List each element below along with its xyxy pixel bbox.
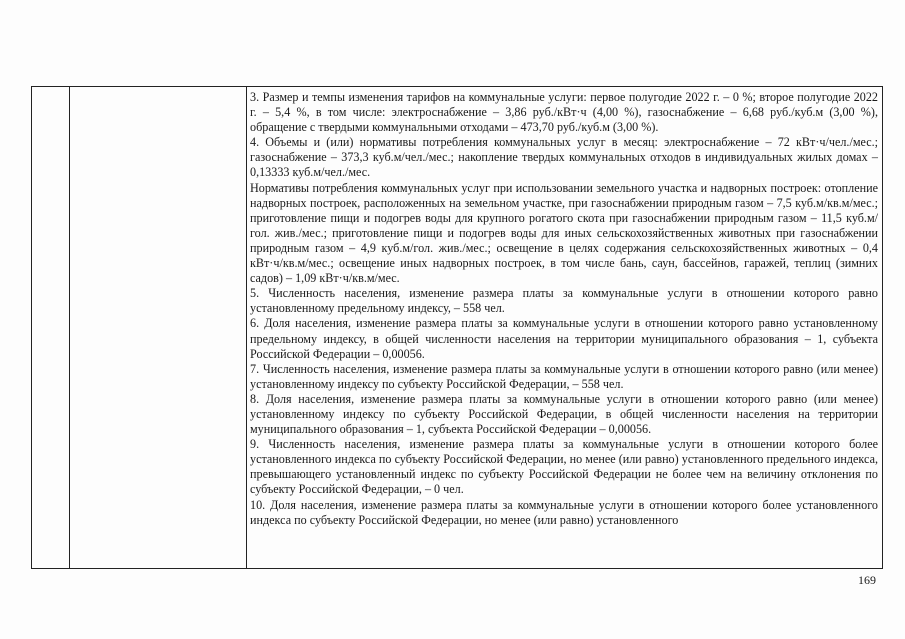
paragraph-3-tariffs: 3. Размер и темпы изменения тарифов на коммунальные услуги: первое полугодие 2022 г. – 0 %; второе полугодие 2022 г. – 5,4 %, в том числе: электроснабжение – 3,86 руб./кВт·ч (4,00 %), газоснабжение – 6,68 руб./куб.м (3,00 %), обращение с твердыми коммунальными отходами – 473,70 руб./куб.м (3,00 %). xyxy=(250,90,878,135)
paragraph-7-population-count: 7. Численность населения, изменение размера платы за коммунальные услуги в отношении которого равно (или менее) установленному индексу по субъекту Российской Федерации, – 558 чел. xyxy=(250,361,878,391)
page-number: 169 xyxy=(858,573,876,587)
paragraph-5-population-count: 5. Численность населения, изменение размера платы за коммунальные услуги в отношении которого равно установленному предельному индексу, – 558 чел. xyxy=(250,286,878,316)
table-column-content xyxy=(247,87,882,568)
table-column-number xyxy=(32,87,70,568)
paragraph-norms-land-plot: Нормативы потребления коммунальных услуг при использовании земельного участка и надворных построек: отопление надворных построек, расположенных на земельном участке, при газоснабжении природным газом – 7,5 куб.м/кв.м/мес.; приготовление пищи и подогрев воды для крупного рогатого скота при газоснабжении природным газом – 11,5 куб.м/гол. жив./мес.; приготовление пищи и подогрев воды для иных сельскохозяйственных животных при газоснабжении природным газом – 4,9 куб.м/гол. жив./мес.; освещение в целях содержания сельскохозяйственных животных – 0,4 кВт·ч/кв.м/мес.; освещение иных надворных построек, в том числе бань, саун, бассейнов, гаражей, теплиц (зимних садов) – 1,09 кВт·ч/кв.м/мес. xyxy=(250,180,878,286)
document-table xyxy=(31,86,883,569)
paragraph-9-population-count: 9. Численность населения, изменение размера платы за коммунальные услуги в отношении которого более установленного индекса по субъекту Российской Федерации, но менее (или равно) установленного предельного индекса, превышающего установленный индекс по субъекту Российской Федерации не более чем на величину отклонения по субъекту Российской Федерации, – 0 чел. xyxy=(250,437,878,497)
paragraph-6-population-share: 6. Доля населения, изменение размера платы за коммунальные услуги в отношении которого равно установленному предельному индексу, в общей численности населения на территории муниципального образования – 1, субъекта Российской Федерации – 0,00056. xyxy=(250,316,878,361)
paragraph-4-volumes: 4. Объемы и (или) нормативы потребления коммунальных услуг в месяц: электроснабжение – 72 кВт·ч/чел./мес.; газоснабжение – 373,3 куб.м/чел./мес.; накопление твердых коммунальных отходов в индивидуальных жилых домах – 0,13333 куб.м/чел./мес. xyxy=(250,135,878,180)
table-column-name xyxy=(70,87,247,568)
paragraph-10-population-share: 10. Доля населения, изменение размера платы за коммунальные услуги в отношении которого более установленного индекса по субъекту Российской Федерации, но менее (или равно) установленного xyxy=(250,497,878,527)
paragraph-8-population-share: 8. Доля населения, изменение размера платы за коммунальные услуги в отношении которого равно (или менее) установленному индексу по субъекту Российской Федерации, в общей численности населения на территории муниципального образования – 1, субъекта Российской Федерации – 0,00056. xyxy=(250,391,878,437)
